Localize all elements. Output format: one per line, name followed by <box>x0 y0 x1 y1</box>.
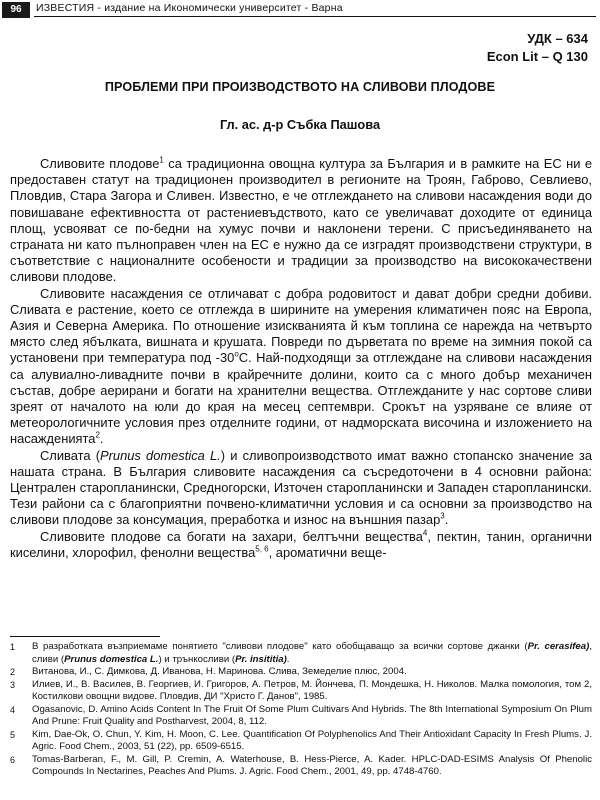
footnote-separator <box>10 636 160 637</box>
text-span: . <box>286 653 290 665</box>
paragraph-3 <box>10 448 592 529</box>
footnote-number: 1 <box>10 642 16 652</box>
article-body <box>10 156 592 561</box>
footnote-5 <box>10 729 592 754</box>
footnote-number: 3 <box>10 679 16 690</box>
text-span: ) и сливопроизводството имат важно стопанско значение за нашата страна. В България сливовите насаждения са съсредоточени в 4 основни района: Централен старопланински, Средногорски, Източен старопланински и Западен старопланински. Тези райони са с благоприятни почвено-климатични условия и са основни за производство на сливови плодове за консумация, преработка и износ на външния пазар <box>10 447 592 528</box>
footnote-1 <box>10 641 592 666</box>
footnote-ref: 1 <box>159 155 164 165</box>
footnote-ref: 3 <box>440 512 445 522</box>
footnote-text: Витанова, И., С. Димкова, Д. Иванова, Н. Маринова. Слива, Земеделие плюс, 2004. <box>32 666 407 677</box>
latin-name: Pr. insititia) <box>235 653 287 665</box>
running-title: ИЗВЕСТИЯ - издание на Икономически университет - Варна <box>36 2 343 14</box>
text-span: В разработката възприемаме понятието "сливови плодове" като обобщаващо за всички сортове джанки ( <box>32 641 528 652</box>
econlit-code: Econ Lit – Q 130 <box>486 49 588 64</box>
footnote-2 <box>10 666 592 679</box>
udc-code: УДК – 634 <box>527 31 588 46</box>
footnote-text: Tomas-Barberan, F., M. Gill, P. Cremin, A. Waterhouse, B. Hess-Pierce, A. Kader. HPLC-DAD-ESIMS Analysis Of Phenolic Compounds In Nectarines, Peaches And Plums. J. Agric. Food Chem., 2001, 49, pp. 4748-4760. <box>32 753 592 777</box>
paragraph-4 <box>10 529 592 561</box>
article-title: ПРОБЛЕМИ ПРИ ПРОИЗВОДСТВОТО НА СЛИВОВИ ПЛОДОВЕ <box>104 80 496 94</box>
footnote-3 <box>10 679 592 704</box>
text-span: , сливи ( <box>32 641 592 665</box>
page-header <box>0 0 600 22</box>
article-author: Гл. ас. д-р Събка Пашова <box>219 117 381 132</box>
text-span: Сливовите плодове са богати на захари, белтъчни вещества <box>40 528 423 544</box>
footnote-number: 6 <box>10 754 16 765</box>
footnote-ref: 4 <box>422 528 428 538</box>
footnote-text: Илиев, И., В. Василев, В. Георгиев, И. Григоров, А. Петров, М. Йончева, П. Мондешка, Н. Николов. Малка помология, том 2, Костилкови овощни видове. Пловдив, ДИ "Христо Г. Данов", 1985. <box>32 678 592 702</box>
footnote-4 <box>10 704 592 729</box>
latin-name: Prunus domestica L. <box>64 653 159 665</box>
footnote-number: 2 <box>10 667 16 677</box>
text-span: са традиционна овощна култура за България и в рамките на ЕС ни е предоставен статут на традиционен производител в регионите на Троян, Габрово, Севлиево, Пловдив, Стара Загора и Сливен. Известно, е че отглеждането на сливови насаждения води до повишаване ефективността от растениевъдството, като се увеличават доходите от единица площ, усвояват се по-бедни на хумус почви и наклонени терени. С присъединяването на страната ни като пълноправен член на ЕС е нужно да се изградят производствени структури, в съответствие с националните особености и традиции за производство на висококачествени сливови плодове. <box>10 156 592 285</box>
text-span: , пектин, танин, органични киселини, хлорофил, фенолни вещества <box>10 528 592 560</box>
paragraph-2 <box>10 286 592 448</box>
text-span: С. Най-подходящи за отглеждане на сливови насаждения са алувиално-ливадните почви в крайречните долини, които са с много добър механичен състав, добре аерирани и богати на хранителни вещества. Отглежданите у нас сортове сливи зреят от началото на юли до края на месец септември. Срокът на узряване се влияе от метеорологичните условия през отделните години, от надморската височина и изложението на насажденията <box>10 350 592 447</box>
footnotes <box>10 641 592 779</box>
text-span: , ароматични веще- <box>268 544 387 560</box>
footnote-6 <box>10 754 592 779</box>
footnote-ref: 2 <box>95 431 100 441</box>
footnote-number: 5 <box>10 729 16 740</box>
text-span: ) и трънкосливи ( <box>158 653 236 665</box>
text-span: Сливовите плодове <box>40 156 160 171</box>
text-span: . <box>444 512 449 528</box>
paragraph-1 <box>10 156 592 286</box>
text-span: Сливовите насаждения се отличават с добра родовитост и дават добри средни добиви. Сливата е растение, което се отглежда в ширините на умерения климатичен пояс на Европа, Азия и Северна Америка. По отношение изискванията й към топлина се нарежда на четвърто място след ябълката, вишната и крушата. Повреди по дърветата по време на зимния покой са установени при температура под -30 <box>10 285 592 366</box>
classification-codes <box>487 30 588 66</box>
footnote-number: 4 <box>10 704 16 715</box>
header-rule <box>34 16 596 17</box>
footnote-ref: 5, 6 <box>255 544 269 554</box>
footnote-text: Kim, Dae-Ok, O. Chun, Y. Kim, H. Moon, C. Lee. Quantification Of Polyphenolics And Their Antioxidant Capacity In Fresh Plums. J. Agric. Food Chem., 2003, 51 (22), pp. 6509-6515. <box>32 728 592 752</box>
degree-mark: о <box>234 350 239 360</box>
latin-name: Prunus domestica L. <box>100 447 221 463</box>
text-span: Сливата ( <box>40 447 101 463</box>
page-number: 96 <box>2 2 30 18</box>
footnote-text: Ogasanovic, D. Amino Acids Content In The Fruit Of Some Plum Cultivars And Hybrids. The 8th International Symposium On Plum And Prune: Fruit Quality and Postharvest, 2004, 8, 112. <box>32 703 592 727</box>
text-span: . <box>99 431 104 447</box>
latin-name: Pr. cerasifea) <box>527 641 590 652</box>
